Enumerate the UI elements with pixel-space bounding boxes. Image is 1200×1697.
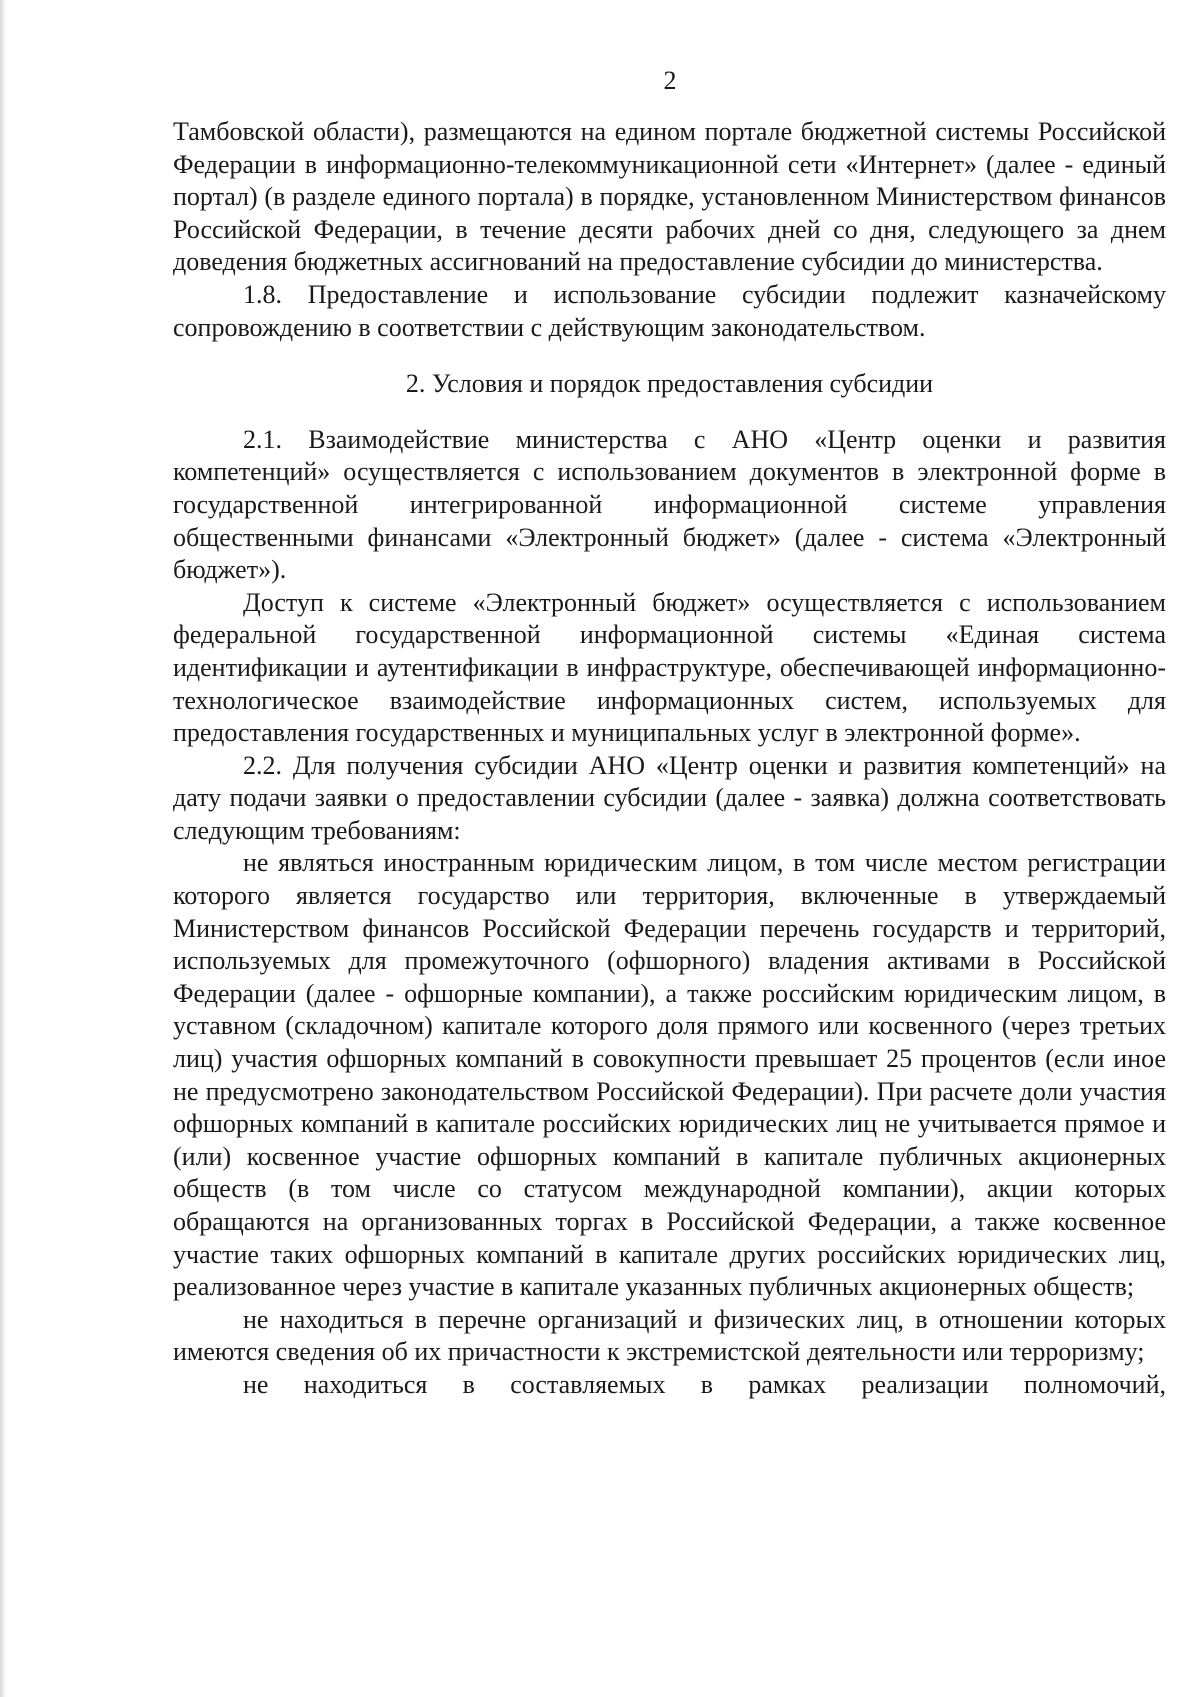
paragraph-2-1: 2.1. Взаимодействие министерства с АНО «Центр оценки и развития компетенций» осуществляется с использованием документов в электронной форме в государственной интегрированной информационной системе управления общественными финансами «Электронный бюджет» (далее - система «Электронный бюджет»). [173,424,1166,585]
document-body [173,116,1166,1402]
section-2-heading: 2. Условия и порядок предоставления субсидии [405,369,934,399]
paragraph-1-8: 1.8. Предоставление и использование субсидии подлежит казначейскому сопровождению в соответствии с действующим законодательством. [173,279,1166,342]
page-number: 2 [663,66,677,95]
paragraph-intro: Тамбовской области), размещаются на едином портале бюджетной системы Российской Федерации в информационно-телекоммуникационной сети «Интернет» (далее - единый портал) (в разделе единого портала) в порядке, установленном Министерством финансов Российской Федерации, в течение десяти рабочих дней со дня, следующего за днем доведения бюджетных ассигнований на предоставление субсидии до министерства. [173,117,1166,277]
paragraph-requirement-offshore: не являться иностранным юридическим лицом, в том числе местом регистрации которого является государство или территория, включенные в утверждаемый Министерством финансов Российской Федерации перечень государств и территорий, используемых для промежуточного (офшорного) владения активами в Российской Федерации (далее - офшорные компании), а также российским юридическим лицом, в уставном (складочном) капитале которого доля прямого или косвенного (через третьих лиц) участия офшорных компаний в совокупности превышает 25 процентов (если иное не предусмотрено законодательством Российской Федерации). При расчете доли участия офшорных компаний в капитале российских юридических лиц не учитывается прямое и (или) косвенное участие офшорных компаний в капитале публичных акционерных обществ (в том числе со статусом международной компании), акции которых обращаются на организованных торгах в Российской Федерации, а также косвенное участие таких офшорных компаний в капитале других российских юридических лиц, реализованное через участие в капитале указанных публичных акционерных обществ; [173,848,1166,1302]
scan-edge [0,0,6,1697]
paragraph-2-2: 2.2. Для получения субсидии АНО «Центр оценки и развития компетенций» на дату подачи заявки о предоставлении субсидии (далее - заявка) должна соответствовать следующим требованиям: [173,750,1166,845]
paragraph-access: Доступ к системе «Электронный бюджет» осуществляется с использованием федеральной государственной информационной системы «Единая система идентификации и аутентификации в инфраструктуре, обеспечивающей информационно-технологическое взаимодействие информационных систем, используемых для предоставления государственных и муниципальных услуг в электронной форме». [173,587,1166,748]
paragraph-requirement-lists: не находиться в составляемых в рамках реализации полномочий, [243,1369,1166,1399]
paragraph-requirement-extremism: не находиться в перечне организаций и физических лиц, в отношении которых имеются сведения об их причастности к экстремистской деятельности или терроризму; [173,1304,1166,1367]
